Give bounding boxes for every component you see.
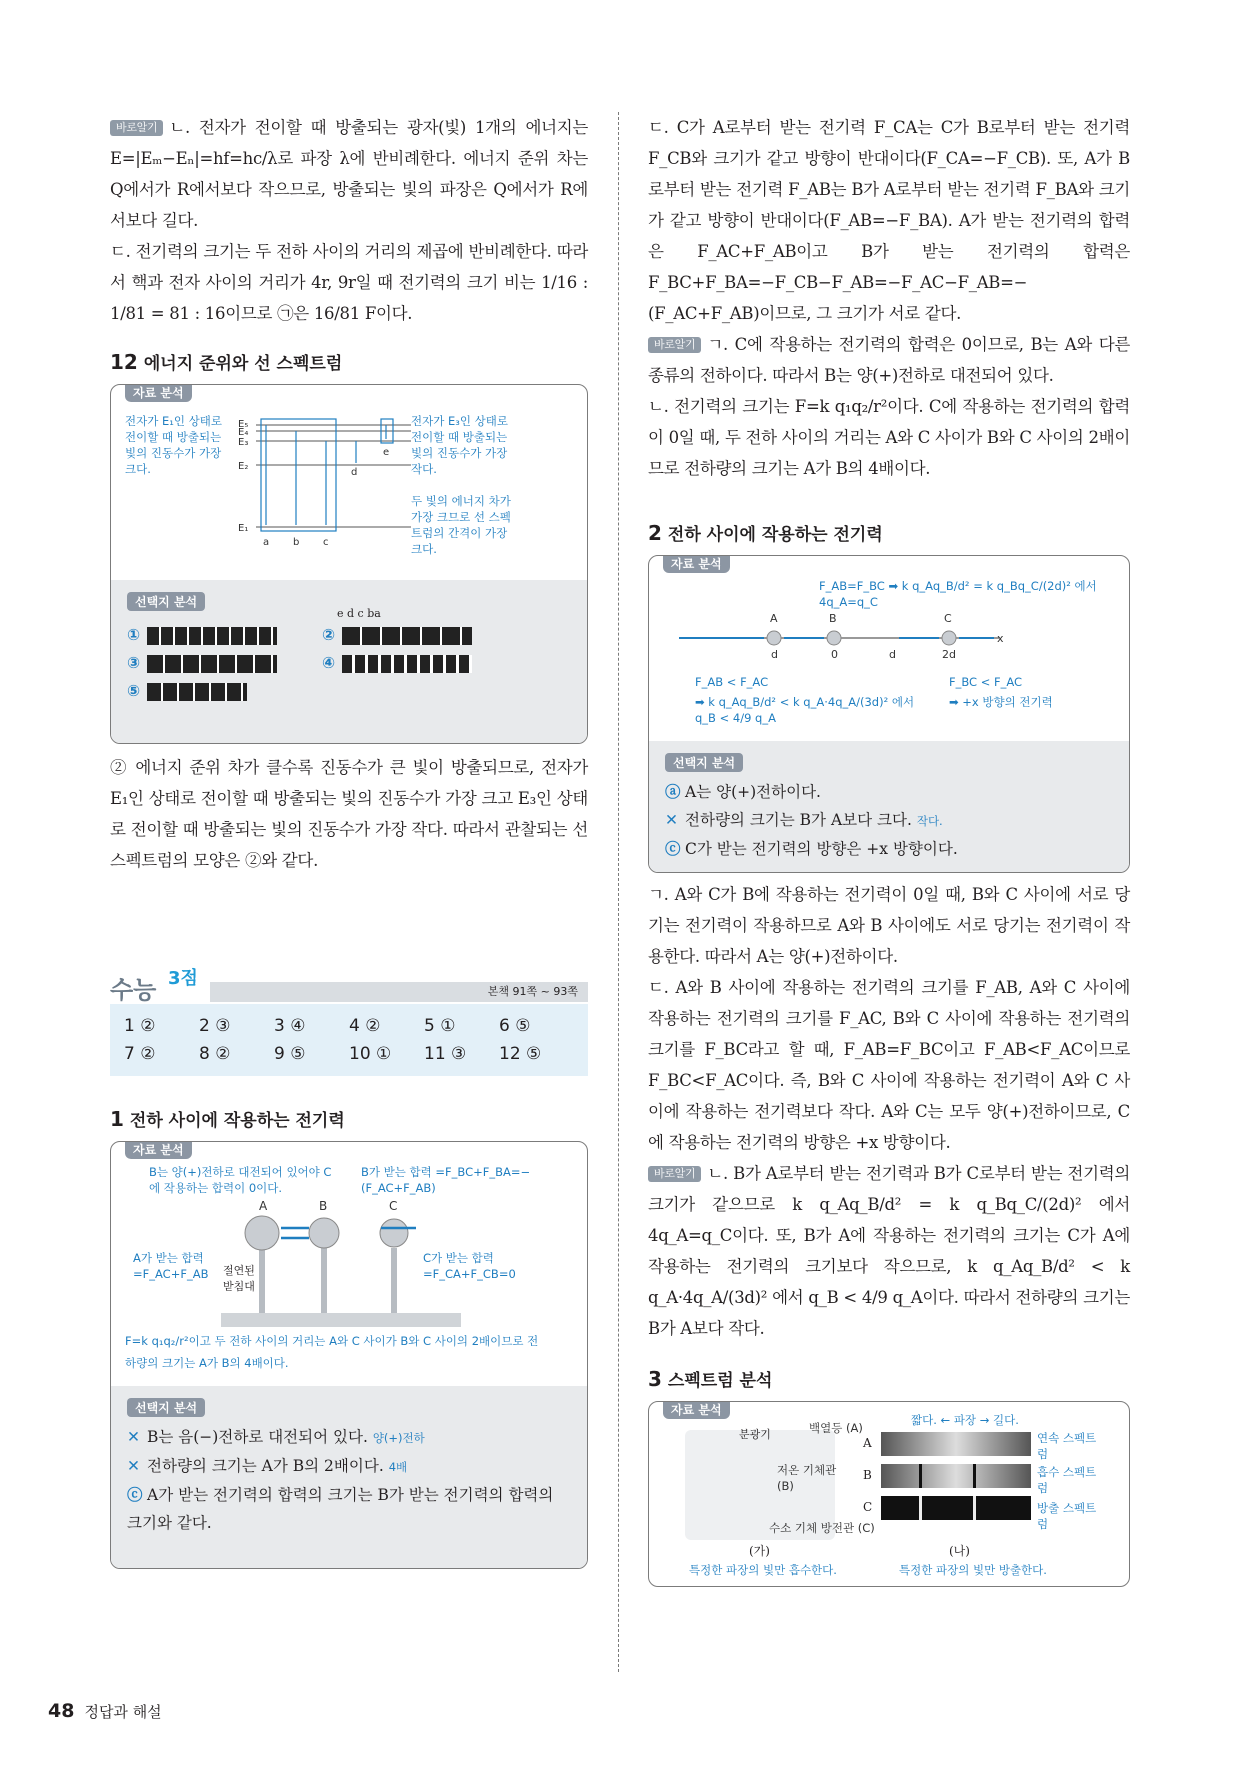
section-2-choices xyxy=(649,741,1129,873)
correct-mark-icon: ⓒ xyxy=(665,840,681,858)
section-2-explain-2: ㄷ. A와 B 사이에 작용하는 전기력의 크기를 F_AB, A와 C 사이에 작용하는 전기력의 크기를 F_AC, B와 C 사이에 작용하는 전기력의 크기를 F_BC라고 할 때, F_AB=F_BC이고 F_AB<F_AC이므로 F_BC<F_AC이다. 즉, B와 C 사이에 작용하는 전기력이 A와 C 사이에 작용하는 전기력보다 작다. A와 C는 모두 양(+)전하이므로, C에 작용하는 전기력의 방향은 +x 방향이다. xyxy=(648,978,1130,1152)
section-1-title: 1 전하 사이에 작용하는 전기력 xyxy=(110,1107,345,1131)
axis-tick: 2d xyxy=(942,648,956,661)
level-e3: E₃ xyxy=(238,437,249,448)
answer-item: 4 ② xyxy=(349,1016,381,1036)
choice-3: A가 받는 전기력의 합력의 크기는 B가 받는 전기력의 합력의 크기와 같다. xyxy=(127,1486,554,1532)
section-2-explain-1: ㄱ. A와 C가 B에 작용하는 전기력이 0일 때, B와 C 사이에 서로 당기는 전기력이 작용하므로 A와 B 사이에도 서로 당기는 전기력이 작용한다. 따라서 A는 양(+)전하이다. xyxy=(648,885,1130,966)
answer-ref: 본책 91쪽 ~ 93쪽 xyxy=(210,982,588,1002)
answer-key xyxy=(110,964,588,1076)
wrong-mark-icon: ✕ xyxy=(665,811,678,829)
choice-2: 전하량의 크기는 A가 B의 2배이다. xyxy=(147,1457,384,1475)
line-b: b xyxy=(293,537,300,548)
answer-item: 3 ④ xyxy=(274,1016,306,1036)
choice-analysis-label: 선택지 분석 xyxy=(127,592,205,611)
note-2: B가 받는 합력 =F_BC+F_BA=−(F_AC+F_AB) xyxy=(361,1165,531,1195)
correct-mark-icon: ⓒ xyxy=(127,1486,143,1504)
wrong-mark-icon: ✕ xyxy=(127,1428,140,1446)
wrong-mark-icon: ✕ xyxy=(127,1457,140,1475)
choice-3-x: ③ xyxy=(127,654,141,672)
answer-badge: 3점 xyxy=(168,968,198,989)
answer-item: 7 ② xyxy=(124,1044,156,1064)
choice-analysis-label: 선택지 분석 xyxy=(665,753,743,772)
section-12-box xyxy=(110,384,588,744)
charge-axis xyxy=(659,608,1119,678)
energy-level-diagram xyxy=(236,415,416,565)
note-right-1: 전자가 E₃인 상태로 전이할 때 방출되는 빛의 진동수가 가장 작다. xyxy=(411,414,508,476)
column-divider xyxy=(618,112,619,1672)
type-emission: 방출 스펙트럼 xyxy=(1037,1501,1097,1531)
label-a: A xyxy=(259,1199,268,1213)
note-right-2: 두 빛의 에너지 차가 가장 크므로 선 스펙트럼의 간격이 가장 크다. xyxy=(411,494,511,556)
left-note-1: F_AB < F_AC xyxy=(695,675,769,689)
discharge-label: 수소 기체 방전관 (C) xyxy=(769,1521,875,1535)
answer-item: 6 ⑤ xyxy=(499,1016,531,1036)
line-d: d xyxy=(351,467,358,478)
wrong-tag: 바로알기 xyxy=(110,120,163,136)
section-1-choices xyxy=(111,1386,587,1569)
row-label-c: C xyxy=(863,1500,873,1514)
section-1-box xyxy=(110,1141,588,1569)
left-note-2: ➡ k q_Aq_B/d² < k q_A·4q_A/(3d)² 에서 q_B < 4/9 q_A xyxy=(695,695,915,725)
intro-paragraph-1: 바로알기 ㄴ. 전자가 전이할 때 방출되는 광자(빛) 1개의 에너지는 E=|Eₘ−Eₙ|=hf=hc/λ로 파장 λ에 반비례한다. 에너지 준위 차는 Q에서가 R에서보다 작으므로, 방출되는 빛의 파장은 Q에서가 R에서보다 길다. xyxy=(110,118,588,230)
section-12-choices xyxy=(111,580,587,744)
choice-2-correct: ② xyxy=(322,626,336,644)
cold-gas-label: 저온 기체관 (B) xyxy=(777,1463,837,1493)
absorb-note: 특정한 파장의 빛만 흡수한다. xyxy=(689,1563,837,1577)
spectrum-labels: e d c ba xyxy=(337,607,381,620)
row-label-a: A xyxy=(863,1436,872,1450)
choice-analysis-label: 선택지 분석 xyxy=(127,1398,205,1417)
page-footer xyxy=(48,1700,162,1722)
answer-item: 2 ③ xyxy=(199,1016,231,1036)
level-e2: E₂ xyxy=(238,461,249,472)
data-analysis-label: 자료 분석 xyxy=(663,1401,730,1419)
answer-item: 5 ① xyxy=(424,1016,456,1036)
long-label: 길다. xyxy=(993,1413,1019,1427)
footer-label: 정답과 해설 xyxy=(84,1703,162,1721)
section-2-title: 2 전하 사이에 작용하는 전기력 xyxy=(648,521,883,545)
choice-1-fix: 양(+)전하 xyxy=(372,1431,425,1445)
correct-mark-icon: ⓐ xyxy=(665,783,681,801)
wavelength-label: 파장 xyxy=(953,1413,977,1427)
emit-note: 특정한 파장의 빛만 방출한다. xyxy=(899,1563,1047,1577)
line-a: a xyxy=(263,537,270,548)
page-number: 48 xyxy=(48,1700,75,1722)
right-paragraph-3: ㄴ. 전기력의 크기는 F=k q₁q₂/r²이다. C에 작용하는 전기력의 합력이 0일 때, 두 전하 사이의 거리는 A와 C 사이가 B와 C 사이의 2배이므로 전하량의 크기는 A가 B의 4배이다. xyxy=(648,397,1130,478)
answer-item: 9 ⑤ xyxy=(274,1044,306,1064)
section-12-explanation: ② 에너지 준위 차가 클수록 진동수가 큰 빛이 방출되므로, 전자가 E₁인 상태로 전이할 때 방출되는 빛의 진동수가 가장 크고 E₃인 상태로 전이할 때 방출되는 빛의 진동수가 가장 작다. 따라서 관찰되는 선 스펙트럼의 모양은 ②와 같다. xyxy=(110,758,588,870)
level-e1: E₁ xyxy=(238,523,249,534)
section-3-box: 자료 분석 분광기 백열등 (A) 저온 기체관 (B) 수소 기체 방전관 (C) 짧다. ← 파장 → 길다. A B C 연속 스펙트럼 흡수 스펙트럼 방출 스펙트럼 (가) (나) 특정한 파장의 빛만 흡수한다. 특정한 파장의 빛만 방출한다. xyxy=(648,1401,1130,1587)
note-1: B는 양(+)전하로 대전되어 있어야 C에 작용하는 합력이 0이다. xyxy=(149,1165,332,1195)
continuous-spectrum xyxy=(881,1432,1031,1456)
choice-2-fix: 작다. xyxy=(916,814,943,828)
answer-item: 11 ③ xyxy=(424,1044,467,1064)
answer-item: 1 ② xyxy=(124,1016,156,1036)
top-note: F_AB=F_BC ➡ k q_Aq_B/d² = k q_Bq_C/(2d)² 에서 4q_A=q_C xyxy=(819,579,1097,609)
axis-tick: 0 xyxy=(831,648,838,661)
right-column xyxy=(648,112,1130,1587)
choice-1-x: ① xyxy=(127,626,141,644)
section-3-title: 3 스펙트럼 분석 xyxy=(648,1367,773,1391)
section-2-explain-3: 바로알기 ㄴ. B가 A로부터 받는 전기력과 B가 C로부터 받는 전기력의 크기가 같으므로 k q_Aq_B/d² = k q_Bq_C/(2d)² 에서 4q_A=q_C이다. 또, B가 A에 작용하는 전기력의 크기는 C가 A에 작용하는 전기력의 크기보다 작으므로, k q_Aq_B/d² < k q_A·4q_A/(3d)² 에서 q_B < 4/9 q_A이다. 따라서 전하량의 크기는 B가 A보다 작다. xyxy=(648,1164,1130,1338)
spectroscope-label: 분광기 xyxy=(739,1428,771,1441)
answer-item: 10 ① xyxy=(349,1044,392,1064)
type-absorption: 흡수 스펙트럼 xyxy=(1037,1465,1097,1495)
label-c: C xyxy=(389,1199,398,1213)
point-b: B xyxy=(829,612,837,625)
line-e: e xyxy=(383,447,390,458)
absorption-spectrum xyxy=(881,1464,1031,1488)
point-a: A xyxy=(770,612,778,625)
note-left: 전자가 E₁인 상태로 전이할 때 방출되는 빛의 진동수가 가장 크다. xyxy=(125,414,222,476)
type-continuous: 연속 스펙트럼 xyxy=(1037,1431,1097,1461)
line-c: c xyxy=(323,537,329,548)
data-analysis-label: 자료 분석 xyxy=(125,1141,192,1159)
note-4: C가 받는 합력 =F_CA+F_CB=0 xyxy=(423,1251,516,1281)
right-paragraph-2: 바로알기 ㄱ. C에 작용하는 전기력의 합력은 0이므로, B는 A와 다른 종류의 전하이다. 따라서 B는 양(+)전하로 대전되어 있다. xyxy=(648,335,1130,385)
right-note-2: ➡ +x 방향의 전기력 xyxy=(949,695,1053,709)
answer-head: 수능 xyxy=(110,976,157,1004)
choice-1: B는 음(−)전하로 대전되어 있다. xyxy=(147,1428,368,1446)
short-label: 짧다. xyxy=(911,1413,937,1427)
answer-item: 8 ② xyxy=(199,1044,231,1064)
row-label-b: B xyxy=(863,1468,872,1482)
label-ga: (가) xyxy=(749,1544,770,1558)
choice-2-fix: 4배 xyxy=(388,1460,408,1474)
formula-note: F=k q₁q₂/r²이고 두 전하 사이의 거리는 A와 C 사이가 B와 C 사이의 2배이므로 전하량의 크기는 A가 B의 4배이다. xyxy=(125,1334,539,1370)
answer-item: 12 ⑤ xyxy=(499,1044,542,1064)
axis-tick: d xyxy=(771,648,778,661)
level-e5: E₅ xyxy=(238,419,249,430)
left-column xyxy=(110,112,588,1569)
data-analysis-label: 자료 분석 xyxy=(663,555,730,573)
choice-4-x: ④ xyxy=(322,654,336,672)
stand-label: 절연된 받침대 xyxy=(223,1264,255,1293)
axis-tick: x xyxy=(997,632,1004,645)
emission-spectrum xyxy=(881,1496,1031,1520)
choice-1: A는 양(+)전하이다. xyxy=(685,783,821,801)
section-2-box xyxy=(648,555,1130,873)
choice-2: 전하량의 크기는 B가 A보다 크다. xyxy=(685,811,912,829)
label-b: B xyxy=(319,1199,328,1213)
axis-tick: d xyxy=(889,648,896,661)
section-12-title: 12 에너지 준위와 선 스펙트럼 xyxy=(110,350,343,374)
note-3: A가 받는 합력 =F_AC+F_AB xyxy=(133,1251,209,1281)
choice-3: C가 받는 전기력의 방향은 +x 방향이다. xyxy=(685,840,958,858)
lamp-label: 백열등 (A) xyxy=(809,1421,863,1435)
point-c: C xyxy=(944,612,952,625)
intro-paragraph-2: ㄷ. 전기력의 크기는 두 전하 사이의 거리의 제곱에 반비례한다. 따라서 핵과 전자 사이의 거리가 4r, 9r일 때 전기력의 크기 비는 1/16 : 1/81 = 81 : 16이므로 ㉠은 16/81 F이다. xyxy=(110,242,588,323)
label-na: (나) xyxy=(949,1544,970,1558)
right-paragraph-1: ㄷ. C가 A로부터 받는 전기력 F_CA는 C가 B로부터 받는 전기력 F_CB와 크기가 같고 방향이 반대이다(F_CA=−F_CB). 또, A가 B로부터 받는 전기력 F_AB는 B가 A로부터 받는 전기력 F_BA와 크기가 같고 방향이 반대이다(F_AB=−F_BA). A가 받는 전기력의 합력은 F_AC+F_AB이고 B가 받는 전기력의 합력은 F_BC+F_BA=−F_CB−F_AB=−F_AC−F_AB=−(F_AC+F_AB)이므로, 그 크기가 서로 같다. xyxy=(648,118,1130,323)
data-analysis-label: 자료 분석 xyxy=(125,384,192,402)
level-e4: E₄ xyxy=(238,427,249,438)
choice-5-x: ⑤ xyxy=(127,682,141,700)
right-note-1: F_BC < F_AC xyxy=(949,675,1023,689)
